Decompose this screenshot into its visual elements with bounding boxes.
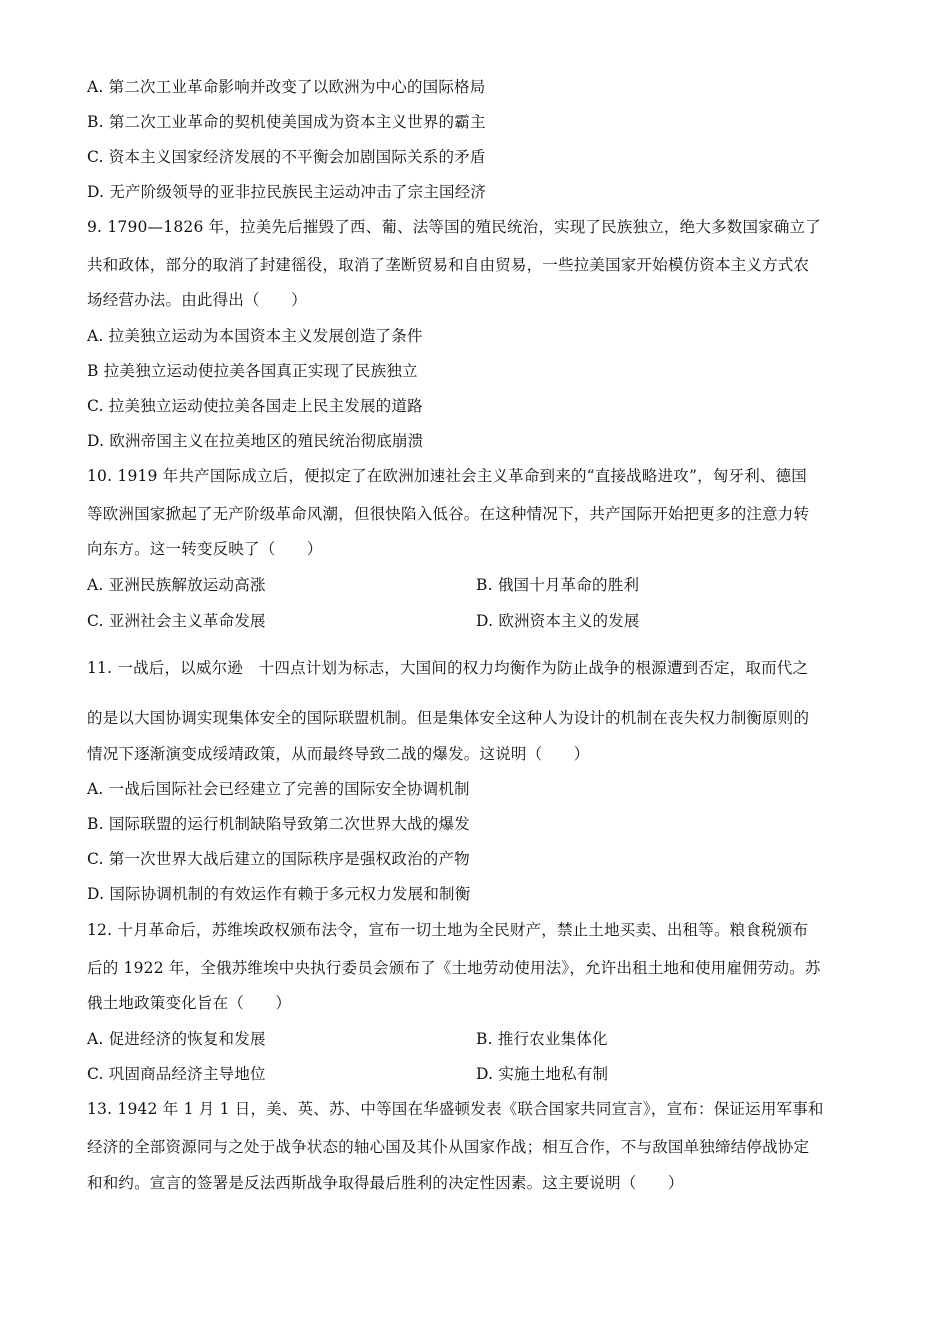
q11-option-b: B. 国际联盟的运行机制缺陷导致第二次世界大战的爆发 [87, 815, 470, 833]
q9-option-b: B 拉美独立运动使拉美各国真正实现了民族独立 [87, 362, 418, 380]
q9-stem-line-3: 场经营办法。由此得出（ ） [87, 291, 307, 309]
q9-stem-line-1: 9. 1790—1826 年，拉美先后摧毁了西、葡、法等国的殖民统治，实现了民族独立，绝大多数国家确立了 [87, 218, 821, 236]
q11-stem-line-1: 11. 一战后，以威尔逊 十四点计划为标志，大国间的权力均衡作为防止战争的根源遭到否定，取而代之 [87, 659, 809, 677]
q12-option-c: C. 巩固商品经济主导地位 [87, 1065, 266, 1083]
q11-stem-line-3: 情况下逐渐演变成绥靖政策，从而最终导致二战的爆发。这说明（ ） [87, 745, 590, 763]
q13-stem-line-3: 和和约。宣言的签署是反法西斯战争取得最后胜利的决定性因素。这主要说明（ ） [87, 1174, 684, 1192]
q12-option-a: A. 促进经济的恢复和发展 [87, 1030, 266, 1048]
q13-stem-line-2: 经济的全部资源同与之处于战争状态的轴心国及其仆从国家作战；相互合作，不与敌国单独缔结停战协定 [87, 1138, 810, 1156]
q12-stem-line-3: 俄土地政策变化旨在（ ） [87, 994, 292, 1012]
q10-option-d: D. 欧洲资本主义的发展 [476, 612, 640, 630]
q10-option-b: B. 俄国十月革命的胜利 [476, 576, 640, 594]
q9-stem-line-2: 共和政体，部分的取消了封建徭役，取消了垄断贸易和自由贸易，一些拉美国家开始模仿资本主义方式农 [87, 256, 810, 274]
q12-option-b: B. 推行农业集体化 [476, 1030, 608, 1048]
q10-stem-line-1: 10. 1919 年共产国际成立后，便拟定了在欧洲加速社会主义革命到来的“直接战略进攻”，匈牙利、德国 [87, 467, 808, 485]
q13-stem-line-1: 13. 1942 年 1 月 1 日，美、英、苏、中等国在华盛顿发表《联合国家共同宣言》，宣布：保证运用军事和 [87, 1100, 824, 1118]
q9-option-d: D. 欧洲帝国主义在拉美地区的殖民统治彻底崩溃 [87, 432, 424, 450]
q12-stem-line-2: 后的 1922 年，全俄苏维埃中央执行委员会颁布了《土地劳动使用法》，允许出租土地和使用雇佣劳动。苏 [87, 959, 821, 977]
q10-option-a: A. 亚洲民族解放运动高涨 [87, 576, 266, 594]
q12-option-d: D. 实施土地私有制 [476, 1065, 609, 1083]
q9-option-c: C. 拉美独立运动使拉美各国走上民主发展的道路 [87, 397, 423, 415]
q10-stem-line-3: 向东方。这一转变反映了（ ） [87, 540, 323, 558]
q10-stem-line-2: 等欧洲国家掀起了无产阶级革命风潮，但很快陷入低谷。在这种情况下，共产国际开始把更多的注意力转 [87, 505, 810, 523]
q12-stem-line-1: 12. 十月革命后，苏维埃政权颁布法令，宣布一切土地为全民财产，禁止土地买卖、出租等。粮食税颁布 [87, 921, 809, 939]
q11-option-a: A. 一战后国际社会已经建立了完善的国际安全协调机制 [87, 780, 470, 798]
q8-option-d: D. 无产阶级领导的亚非拉民族民主运动冲击了宗主国经济 [87, 183, 487, 201]
q8-option-c: C. 资本主义国家经济发展的不平衡会加剧国际关系的矛盾 [87, 148, 486, 166]
q8-option-b: B. 第二次工业革命的契机使美国成为资本主义世界的霸主 [87, 113, 486, 131]
q11-stem-line-2: 的是以大国协调实现集体安全的国际联盟机制。但是集体安全这种人为设计的机制在丧失权力制衡原则的 [87, 709, 810, 727]
q9-option-a: A. 拉美独立运动为本国资本主义发展创造了条件 [87, 327, 423, 345]
q10-option-c: C. 亚洲社会主义革命发展 [87, 612, 266, 630]
q11-option-c: C. 第一次世界大战后建立的国际秩序是强权政治的产物 [87, 850, 470, 868]
q8-option-a: A. 第二次工业革命影响并改变了以欧洲为中心的国际格局 [87, 78, 486, 96]
q11-option-d: D. 国际协调机制的有效运作有赖于多元权力发展和制衡 [87, 885, 471, 903]
